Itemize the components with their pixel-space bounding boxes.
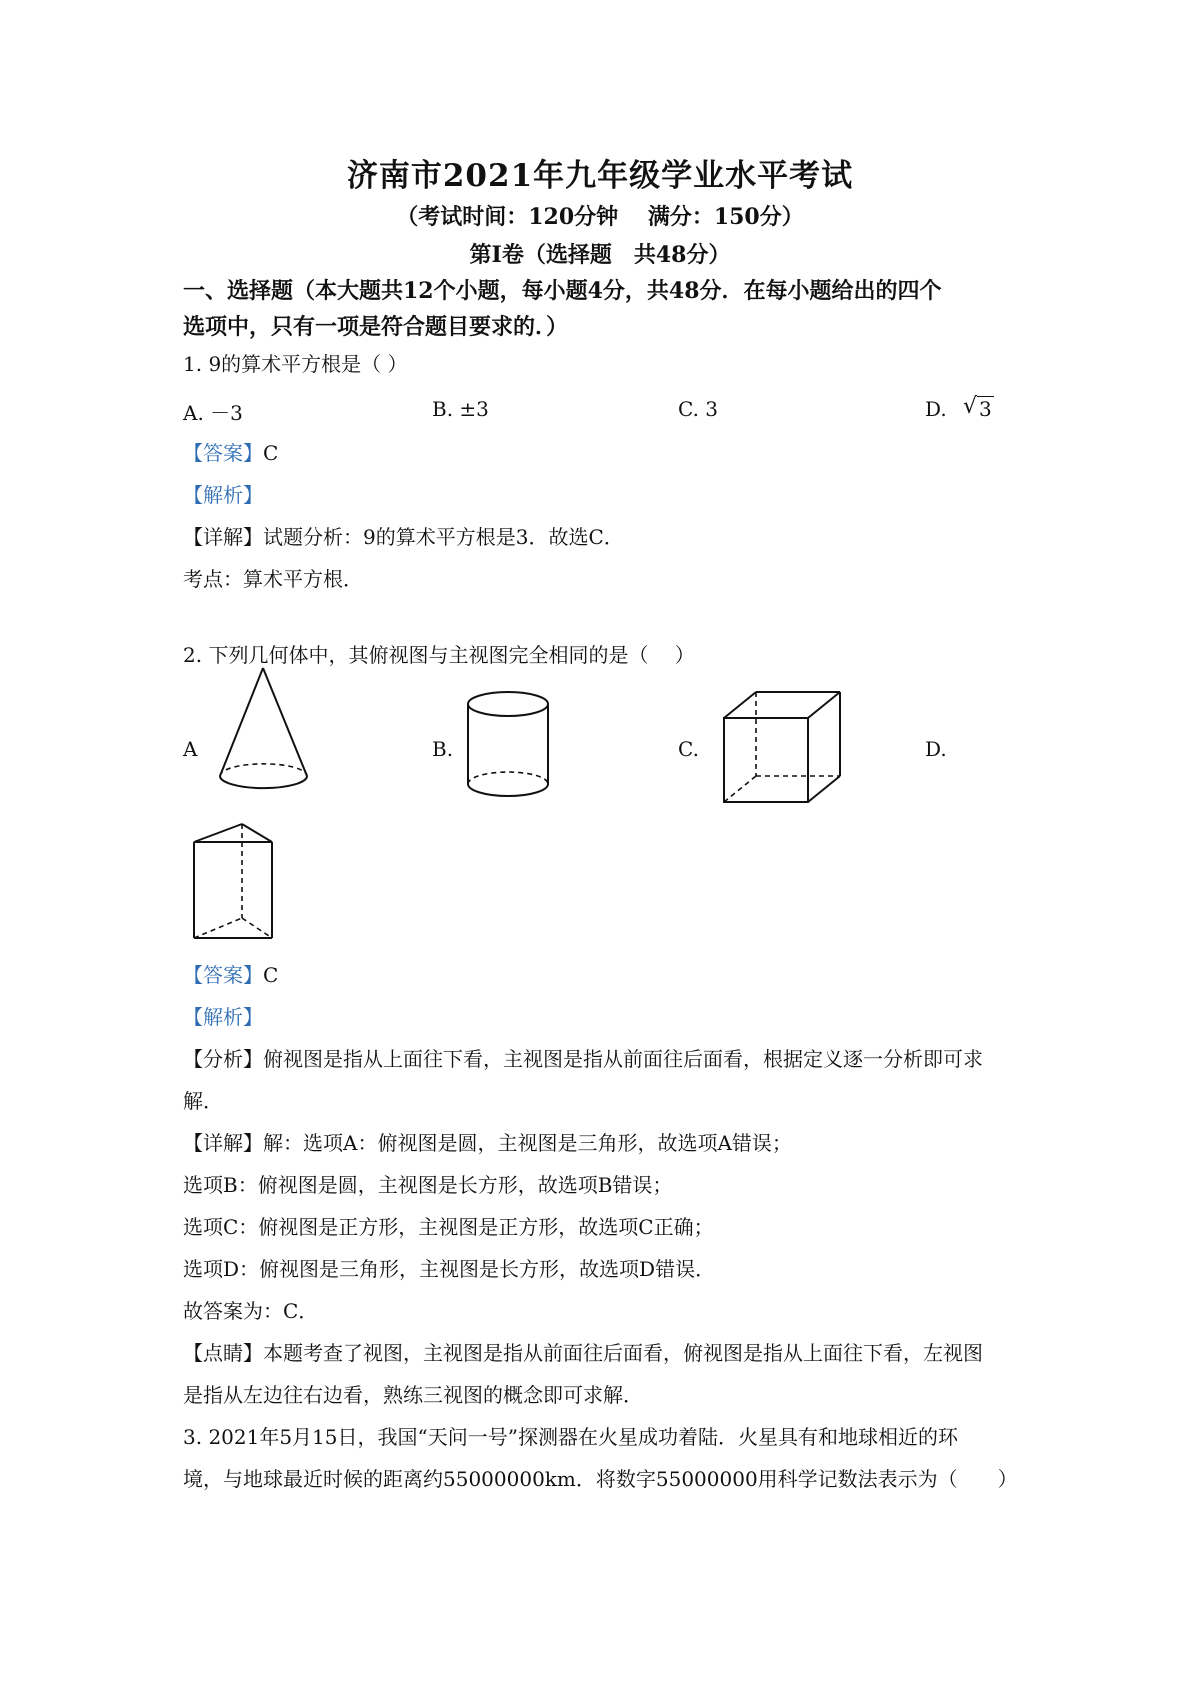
q2-fenxi-line1 [183, 1047, 983, 1071]
q1-option-c: C. 3 [678, 397, 719, 421]
q1-option-a: A. －3 [183, 401, 243, 425]
q2-answer: C [263, 963, 279, 987]
volume-heading: 第Ⅰ卷（选择题 共48分） [469, 242, 731, 268]
triangular-prism-icon [192, 822, 280, 944]
q3-stem-line1: 3. 2021年5月15日，我国“天问一号”探测器在火星成功着陆．火星具有和地球相近的环 [183, 1425, 958, 1449]
q1-option-d-radicand: 3 [979, 397, 992, 421]
q2-fenxi-line2: 解． [183, 1089, 223, 1113]
analysis-tag: 【解析】 [183, 483, 263, 507]
q1-detail: 试题分析：9的算术平方根是3．故选C． [263, 525, 624, 549]
answer-tag: 【答案】 [183, 963, 263, 987]
section-heading-line1: 一、选择题（本大题共12个小题，每小题4分，共48分．在每小题给出的四个 [183, 278, 942, 304]
q3-stem-line2: 境，与地球最近时候的距离约55000000km．将数字55000000用科学记数法表示为（ ） [183, 1467, 1018, 1491]
q2-final-answer: 故答案为：C． [183, 1299, 319, 1323]
dianjing-tag: 【点睛】 [183, 1341, 263, 1365]
q2-dianjing-line1 [183, 1341, 983, 1365]
q1-answer-line [183, 441, 278, 465]
cube-icon [720, 688, 844, 806]
q2-detail-line3: 选项C：俯视图是正方形，主视图是正方形，故选项C正确； [183, 1215, 714, 1239]
q2-option-d: D. [925, 737, 947, 761]
q1-answer: C [263, 441, 279, 465]
q1-option-b: B. ±3 [432, 397, 489, 421]
q2-dianjing-text: 本题考查了视图，主视图是指从前面往后面看，俯视图是指从上面往下看，左视图 [263, 1341, 983, 1365]
q2-option-a: A [183, 737, 198, 761]
q1-stem: 1. 9的算术平方根是（ ） [183, 352, 408, 376]
sqrt-icon: √ 3 [963, 394, 992, 421]
section-heading-line2: 选项中，只有一项是符合题目要求的．） [183, 314, 569, 340]
detail-tag: 【详解】 [183, 525, 263, 549]
exam-subtitle: （考试时间：120分钟 满分：150分） [396, 204, 804, 230]
detail-tag: 【详解】 [183, 1131, 263, 1155]
cone-icon [215, 666, 315, 796]
analysis-tag: 【解析】 [183, 1005, 263, 1029]
q2-option-c: C. [678, 737, 699, 761]
q2-detail-line1 [183, 1131, 792, 1155]
answer-tag: 【答案】 [183, 441, 263, 465]
cylinder-icon [466, 690, 562, 802]
q2-detail-text: 解：选项A：俯视图是圆，主视图是三角形，故选项A错误； [263, 1131, 792, 1155]
page-title: 济南市2021年九年级学业水平考试 [346, 158, 854, 194]
q2-answer-line [183, 963, 278, 987]
q2-detail-line2: 选项B：俯视图是圆，主视图是长方形，故选项B错误； [183, 1173, 673, 1197]
q2-stem: 2. 下列几何体中，其俯视图与主视图完全相同的是（ ） [183, 643, 695, 667]
q1-detail-line [183, 525, 624, 549]
q1-option-d-label: D. [925, 397, 947, 421]
q1-point: 考点：算术平方根． [183, 567, 363, 591]
q2-option-b: B. [432, 737, 454, 761]
fenxi-tag: 【分析】 [183, 1047, 263, 1071]
q1-option-d [925, 394, 994, 421]
q2-fenxi-text: 俯视图是指从上面往下看，主视图是指从前面往后面看，根据定义逐一分析即可求 [263, 1047, 983, 1071]
q2-detail-line4: 选项D：俯视图是三角形，主视图是长方形，故选项D错误． [183, 1257, 716, 1281]
q2-dianjing-line2: 是指从左边往右边看，熟练三视图的概念即可求解． [183, 1383, 643, 1407]
